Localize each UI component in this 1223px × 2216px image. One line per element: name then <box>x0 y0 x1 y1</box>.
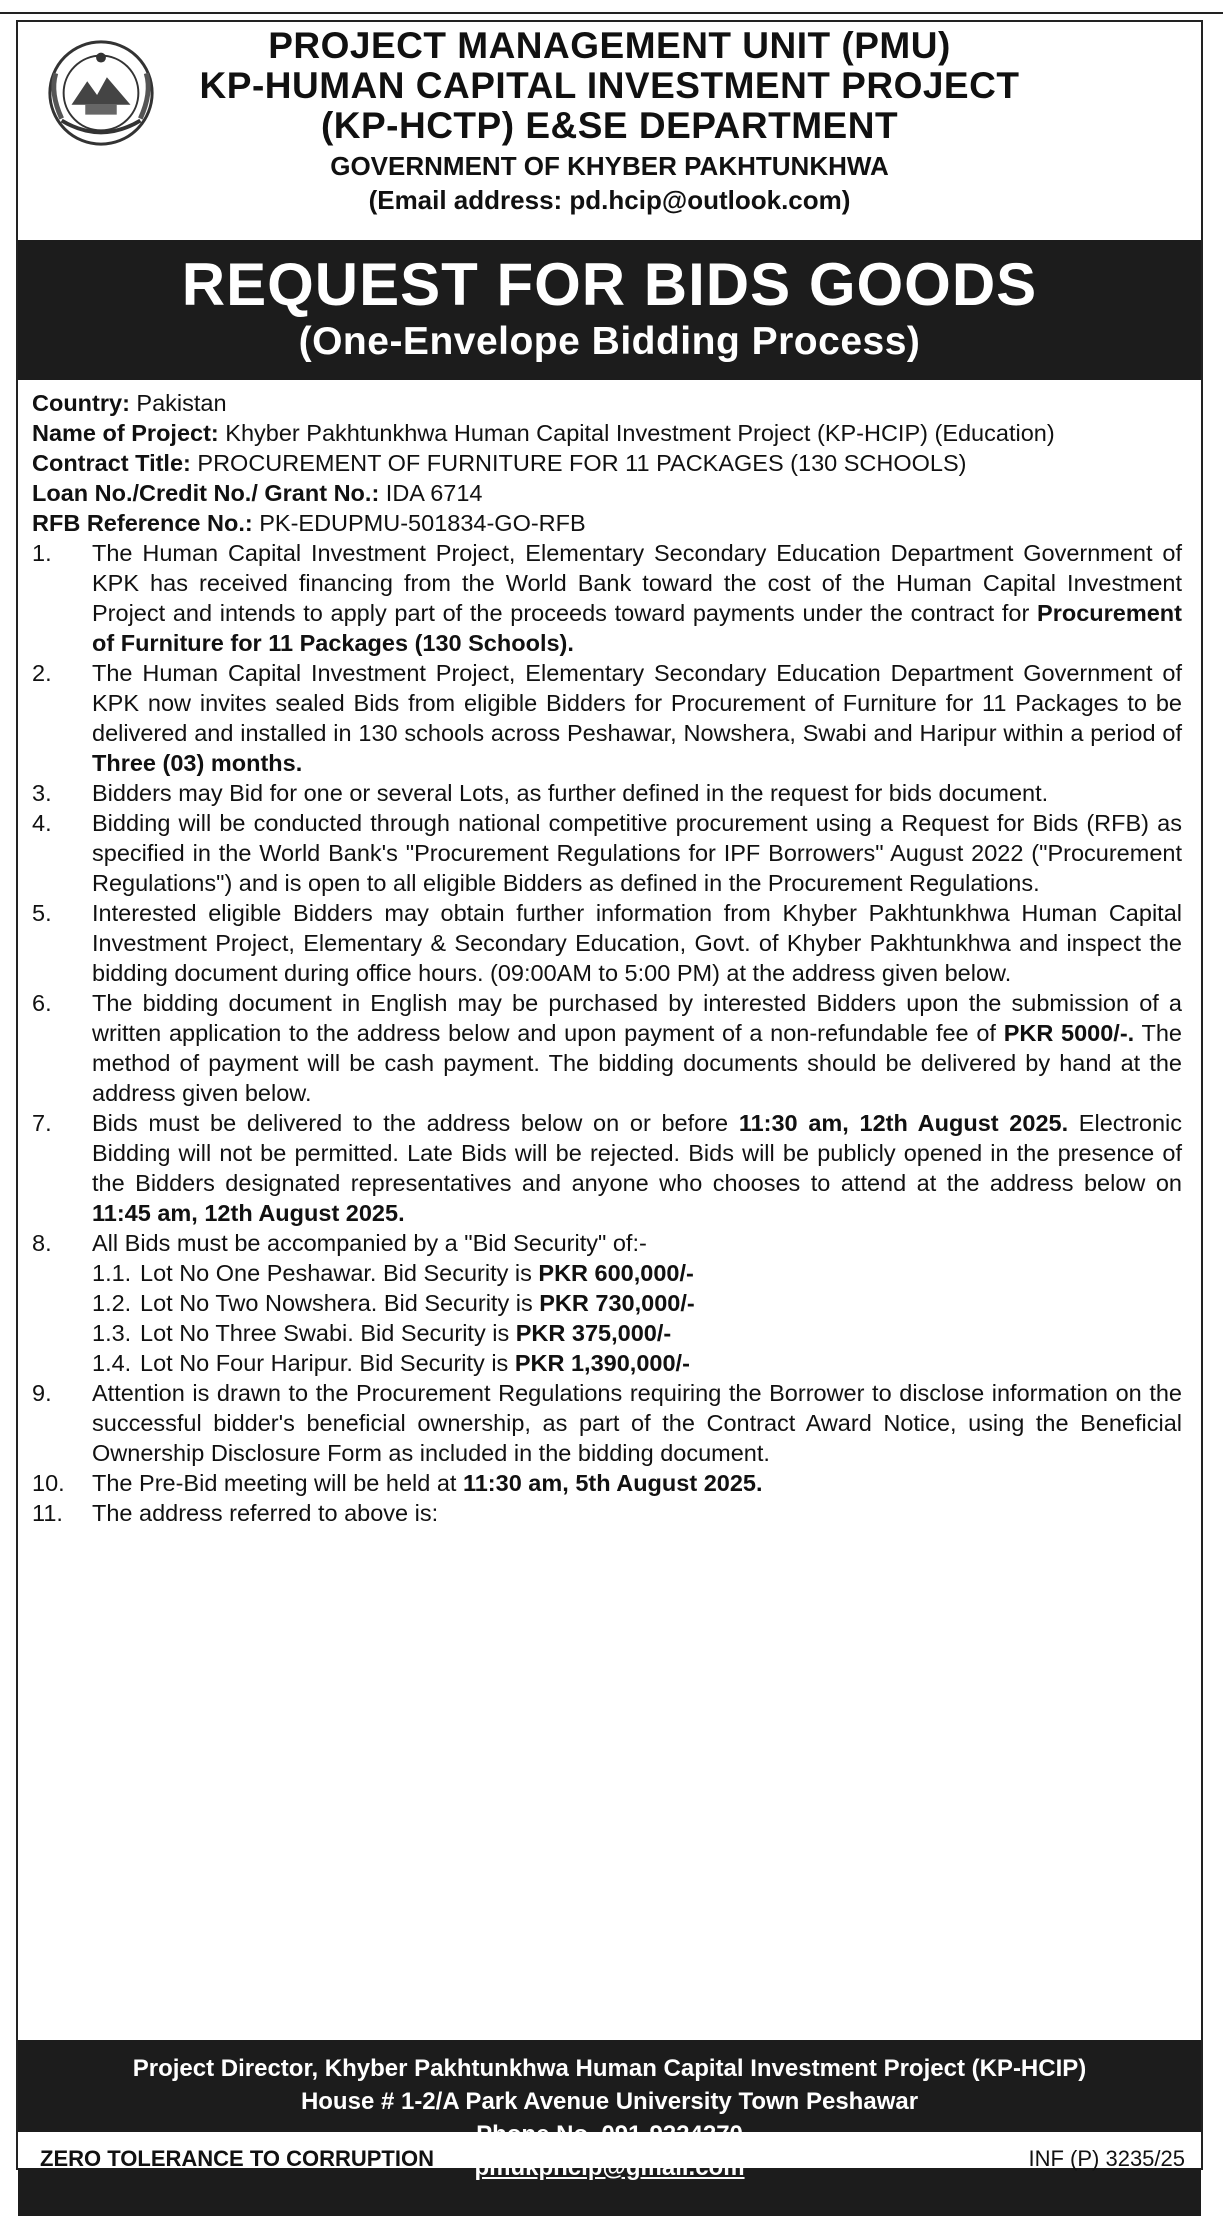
clause-number: 11. <box>32 1500 63 1526</box>
info-field-value: IDA 6714 <box>379 480 483 506</box>
address-box <box>18 2040 1201 2216</box>
clause-number: 8. <box>32 1230 52 1256</box>
info-field-value: PROCUREMENT OF FURNITURE FOR 11 PACKAGES (130 SCHOOLS) <box>190 450 967 476</box>
clause-text: Bids must be delivered to the address below on or before <box>92 1110 739 1136</box>
clause-item <box>32 1108 1182 1228</box>
clause-text: Three (03) months. <box>92 750 303 776</box>
clause-item <box>32 898 1182 988</box>
clause-item <box>32 988 1182 1108</box>
header-line-2: KP-HUMAN CAPITAL INVESTMENT PROJECT <box>199 65 1020 106</box>
clause-text: Bidders may Bid for one or several Lots, as further defined in the request for bids document. <box>92 780 1049 806</box>
header <box>18 22 1201 240</box>
clause-item <box>32 1228 1182 1378</box>
lot-text: Lot No One Peshawar. Bid Security is <box>140 1260 539 1286</box>
clause-number: 1. <box>32 540 52 566</box>
numbered-clauses <box>32 538 1182 1528</box>
info-field <box>32 418 1182 448</box>
clause-item <box>32 1378 1182 1468</box>
clause-number: 3. <box>32 780 52 806</box>
clause-text: PKR 5000/-. <box>1003 1020 1135 1046</box>
clause-text: 11:30 am, 12th August 2025. <box>738 1110 1069 1136</box>
lot-number: 1.2. <box>92 1290 132 1316</box>
clause-text: The Human Capital Investment Project, Elementary Secondary Education Department Government of KPK has received financing from the World Bank toward the cost of the Human Capital Investment Project and intends to apply part of the proceeds toward payments under the contract for <box>92 540 1182 626</box>
info-field <box>32 448 1182 478</box>
clause-text: The address referred to above is: <box>92 1500 439 1526</box>
address-line-1: Project Director, Khyber Pakhtunkhwa Human Capital Investment Project (KP-HCIP) <box>132 2055 1087 2082</box>
advertisement-frame <box>16 20 1203 2170</box>
clause-text: Bidding will be conducted through national competitive procurement using a Request for Bids (RFB) as specified in the World Bank's "Procurement Regulations for IPF Borrowers" August 2022 ("Procurement Regulations") and is open to all eligible Bidders as defined in the Procurement Regulations. <box>92 810 1182 896</box>
clause-text: 11:30 am, 5th August 2025. <box>462 1470 763 1496</box>
bid-security-lot <box>92 1348 1182 1378</box>
clause-number: 7. <box>32 1110 52 1136</box>
clause-text: The method of payment will be cash payment. The bidding documents should be delivered by hand at the address given below. <box>92 1020 1182 1106</box>
info-field-value: PK-EDUPMU-501834-GO-RFB <box>252 510 586 536</box>
info-field-value: Khyber Pakhtunkhwa Human Capital Investment Project (KP-HCIP) (Education) <box>218 420 1055 446</box>
notice-body <box>32 388 1182 1528</box>
header-line-4: GOVERNMENT OF KHYBER PAKHTUNKHWA <box>330 151 889 181</box>
clause-text: Procurement of Furniture for 11 Packages (130 Schools). <box>92 600 1182 656</box>
page-subtitle: (One-Envelope Bidding Process) <box>298 320 921 363</box>
info-field-label: Name of Project: <box>32 420 219 446</box>
clause-item <box>32 778 1182 808</box>
bid-security-lot <box>92 1318 1182 1348</box>
lot-number: 1.4. <box>92 1350 132 1376</box>
clause-item <box>32 538 1182 658</box>
info-field-value: Pakistan <box>129 390 227 416</box>
clause-number: 2. <box>32 660 52 686</box>
lot-amount: PKR 375,000/- <box>515 1320 672 1346</box>
info-field-label: RFB Reference No.: <box>32 510 253 536</box>
lot-text: Lot No Two Nowshera. Bid Security is <box>140 1290 540 1316</box>
clause-text: The Pre-Bid meeting will be held at <box>92 1470 463 1496</box>
info-field <box>32 478 1182 508</box>
clause-number: 4. <box>32 810 52 836</box>
clause-number: 10. <box>32 1470 65 1496</box>
footer-slogan: ZERO TOLERANCE TO CORRUPTION <box>40 2146 434 2171</box>
clause-number: 9. <box>32 1380 52 1406</box>
clause-text: All Bids must be accompanied by a "Bid Security" of:- <box>92 1230 647 1256</box>
header-line-1: PROJECT MANAGEMENT UNIT (PMU) <box>268 25 951 66</box>
clause-item <box>32 1498 1182 1528</box>
lot-text: Lot No Three Swabi. Bid Security is <box>140 1320 516 1346</box>
info-field-label: Country: <box>32 390 130 416</box>
clause-text: 11:45 am, 12th August 2025. <box>92 1200 405 1226</box>
address-line-2: House # 1-2/A Park Avenue University Town Peshawar <box>300 2088 919 2115</box>
bid-security-lot <box>92 1288 1182 1318</box>
lot-number: 1.3. <box>92 1320 132 1346</box>
info-fields <box>32 388 1182 538</box>
top-rule <box>0 12 1223 14</box>
clause-item <box>32 808 1182 898</box>
lot-amount: PKR 730,000/- <box>539 1290 695 1316</box>
lot-text: Lot No Four Haripur. Bid Security is <box>140 1350 515 1376</box>
lot-amount: PKR 600,000/- <box>538 1260 694 1286</box>
clause-text: Electronic Bidding will not be permitted. Late Bids will be rejected. Bids will be publicly opened in the presence of the Bidders designated representatives and anyone who chooses to attend at the address below on <box>92 1110 1182 1196</box>
clause-text: Attention is drawn to the Procurement Regulations requiring the Borrower to disclose information on the successful bidder's beneficial ownership, as part of the Contract Award Notice, using the Beneficial Ownership Disclosure Form as included in the bidding document. <box>92 1380 1182 1466</box>
info-field <box>32 508 1182 538</box>
bid-security-lot <box>92 1258 1182 1288</box>
page-title: REQUEST FOR BIDS GOODS <box>181 251 1038 318</box>
clause-text: The bidding document in English may be purchased by interested Bidders upon the submission of a written application to the address below and upon payment of a non-refundable fee of <box>92 990 1182 1046</box>
header-line-3: (KP-HCTP) E&SE DEPARTMENT <box>320 105 899 146</box>
clause-text: The Human Capital Investment Project, Elementary Secondary Education Department Government of KPK now invites sealed Bids from eligible Bidders for Procurement of Furniture for 11 Packages to be delivered and installed in 130 schools across Peshawar, Nowshera, Swabi and Haripur within a period of <box>92 660 1182 746</box>
info-field <box>32 388 1182 418</box>
footer-ref: INF (P) 3235/25 <box>1028 2146 1185 2171</box>
info-field-label: Contract Title: <box>32 450 191 476</box>
info-field-label: Loan No./Credit No./ Grant No.: <box>32 480 380 506</box>
clause-item <box>32 1468 1182 1498</box>
lot-amount: PKR 1,390,000/- <box>514 1350 690 1376</box>
clause-item <box>32 658 1182 778</box>
clause-text: Interested eligible Bidders may obtain further information from Khyber Pakhtunkhwa Human Capital Investment Project, Elementary & Secondary Education, Govt. of Khyber Pakhtunkhwa and inspect the bidding document during office hours. (09:00AM to 5:00 PM) at the address given below. <box>92 900 1182 986</box>
header-email: (Email address: pd.hcip@outlook.com) <box>368 185 851 215</box>
clause-number: 5. <box>32 900 52 926</box>
lot-number: 1.1. <box>92 1260 132 1286</box>
clause-number: 6. <box>32 990 52 1016</box>
title-banner <box>18 240 1201 380</box>
footer-bar <box>18 2132 1201 2171</box>
